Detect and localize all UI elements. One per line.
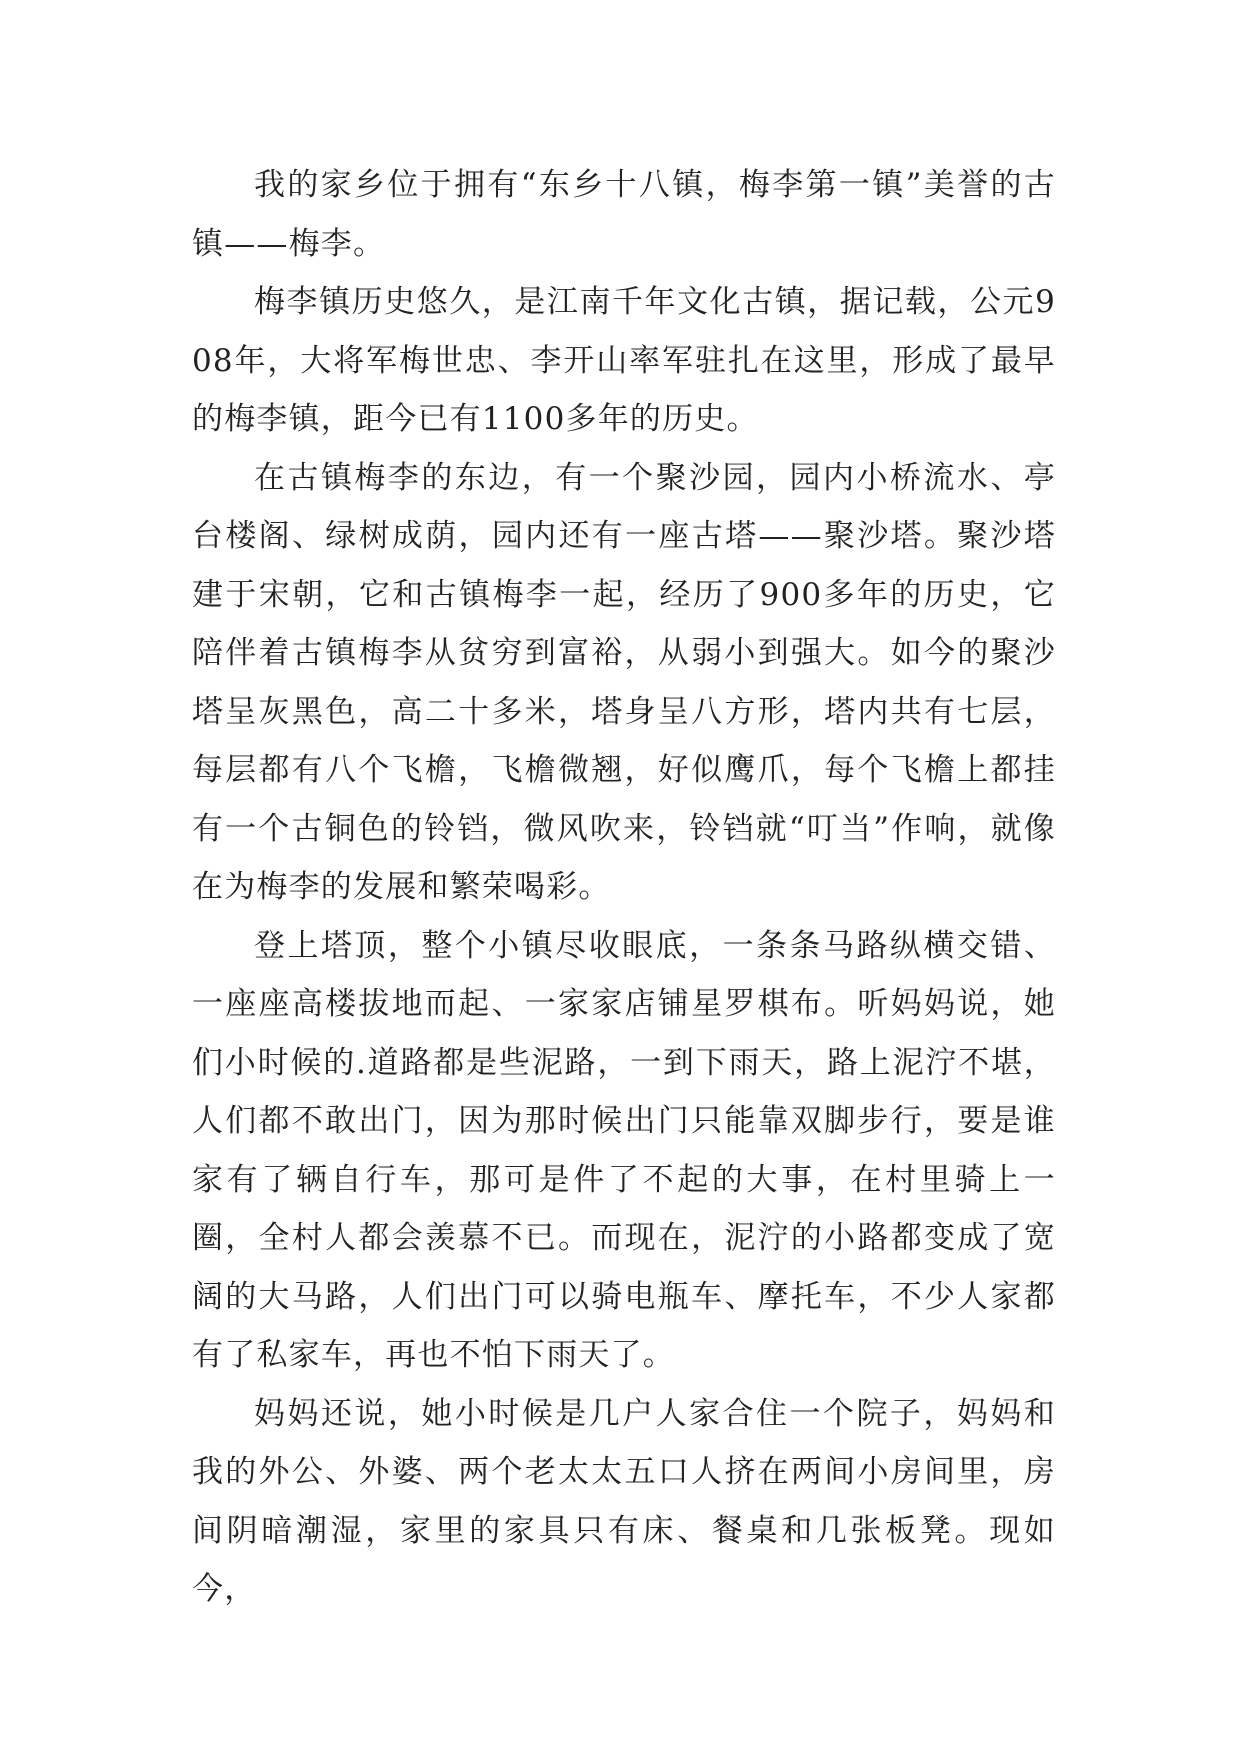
- paragraph-jusha-tower: 在古镇梅李的东边，有一个聚沙园，园内小桥流水、亭台楼阁、绿树成荫，园内还有一座古塔——聚沙塔。聚沙塔建于宋朝，它和古镇梅李一起，经历了900多年的历史，它陪伴着古镇梅李从贫穷到富裕，从弱小到强大。如今的聚沙塔呈灰黑色，高二十多米，塔身呈八方形，塔内共有七层，每层都有八个飞檐，飞檐微翘，好似鹰爪，每个飞檐上都挂有一个古铜色的铃铛，微风吹来，铃铛就“叮当”作响，就像在为梅李的发展和繁荣喝彩。: [192, 459, 1056, 905]
- paragraph-intro: 我的家乡位于拥有“东乡十八镇，梅李第一镇”美誉的古镇——梅李。: [192, 167, 1056, 262]
- paragraph-childhood-home: 妈妈还说，她小时候是几户人家合住一个院子，妈妈和我的外公、外婆、两个老太太五口人挤在两间小房间里，房间阴暗潮湿，家里的家具只有床、餐桌和几张板凳。现如今，: [192, 1395, 1056, 1607]
- paragraph-history: 梅李镇历史悠久，是江南千年文化古镇，据记载，公元908年，大将军梅世忠、李开山率军驻扎在这里，形成了最早的梅李镇，距今已有1100多年的历史。: [192, 284, 1056, 437]
- body-text: [192, 156, 1056, 1619]
- paragraph-tower-view: 登上塔顶，整个小镇尽收眼底，一条条马路纵横交错、一座座高楼拔地而起、一家家店铺星罗棋布。听妈妈说，她们小时候的.道路都是些泥路，一到下雨天，路上泥泞不堪，人们都不敢出门，因为那时候出门只能靠双脚步行，要是谁家有了辆自行车，那可是件了不起的大事，在村里骑上一圈，全村人都会羡慕不已。而现在，泥泞的小路都变成了宽阔的大马路，人们出门可以骑电瓶车、摩托车，不少人家都有了私家车，再也不怕下雨天了。: [192, 927, 1056, 1373]
